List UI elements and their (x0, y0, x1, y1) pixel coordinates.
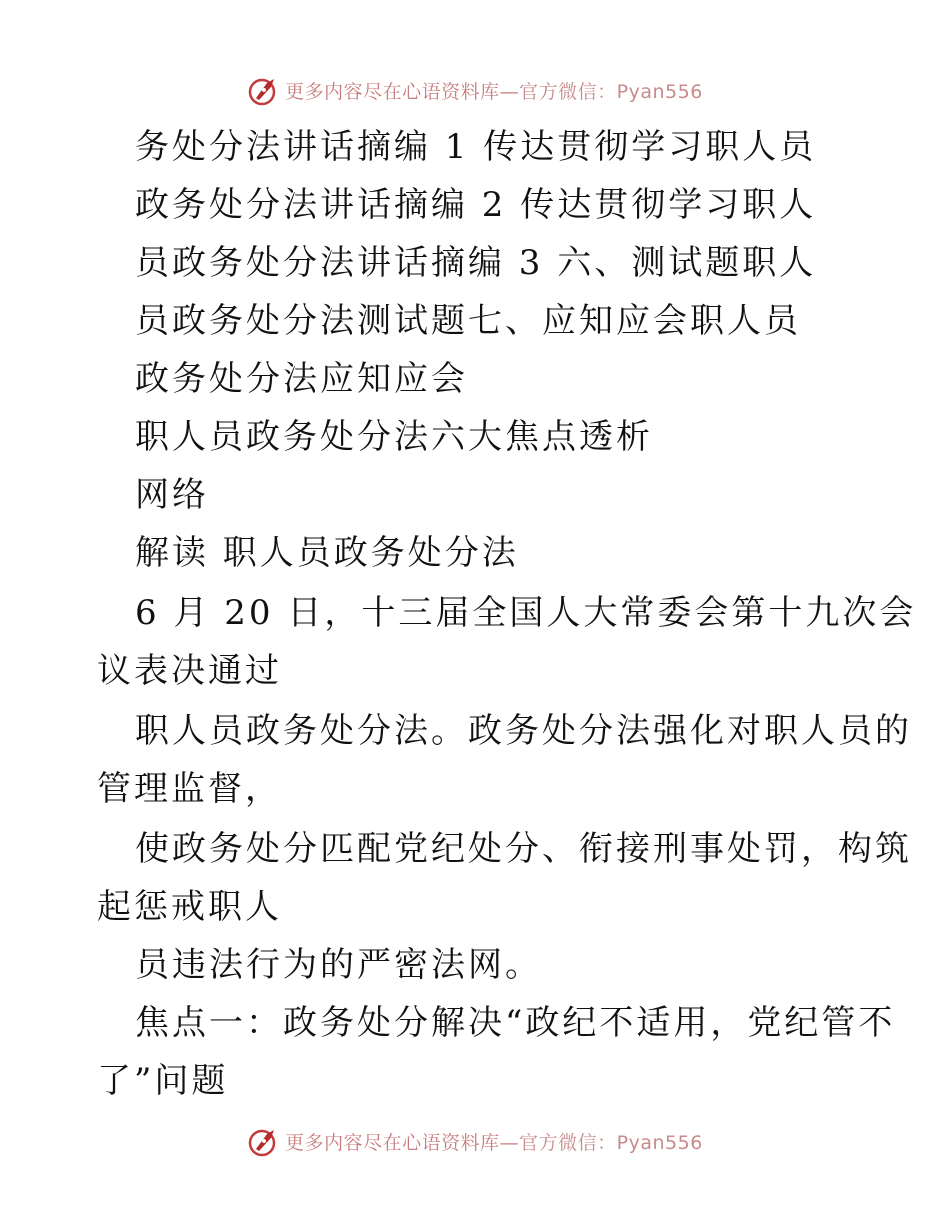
watermark-text: 更多内容尽在心语资料库—官方微信：Pyan556 (285, 1131, 703, 1154)
body-line: 解读 职人员政务处分法 (135, 533, 519, 573)
body-line: 焦点一：政务处分解决“政纪不适用，党纪管不 (135, 1003, 896, 1043)
watermark-header (0, 72, 950, 108)
body-line: 员违法行为的严密法网。 (135, 945, 542, 985)
body-line: 政务处分法讲话摘编 2 传达贯彻学习职人 (135, 185, 817, 225)
body-line: 起惩戒职人 (97, 887, 282, 927)
watermark-text: 更多内容尽在心语资料库—官方微信：Pyan556 (285, 80, 703, 103)
watermark-footer (0, 1123, 950, 1159)
pen-nib-circle-icon (247, 1124, 281, 1158)
pen-nib-circle-icon (247, 73, 281, 107)
body-line: 网络 (135, 475, 209, 515)
body-line: 职人员政务处分法。政务处分法强化对职人员的 (135, 711, 912, 751)
body-line: 使政务处分匹配党纪处分、衔接刑事处罚，构筑 (135, 829, 912, 869)
body-line: 6 月 20 日，十三届全国人大常委会第十九次会 (135, 593, 917, 633)
body-line: 员政务处分法讲话摘编 3 六、测试题职人 (135, 243, 817, 283)
body-line: 员政务处分法测试题七、应知应会职人员 (135, 301, 801, 341)
body-line: 管理监督， (97, 769, 282, 809)
body-line: 政务处分法应知应会 (135, 359, 468, 399)
body-line: 议表决通过 (97, 651, 282, 691)
body-line: 了”问题 (97, 1061, 229, 1101)
body-line: 务处分法讲话摘编 1 传达贯彻学习职人员 (135, 127, 817, 167)
body-line: 职人员政务处分法六大焦点透析 (135, 417, 653, 457)
